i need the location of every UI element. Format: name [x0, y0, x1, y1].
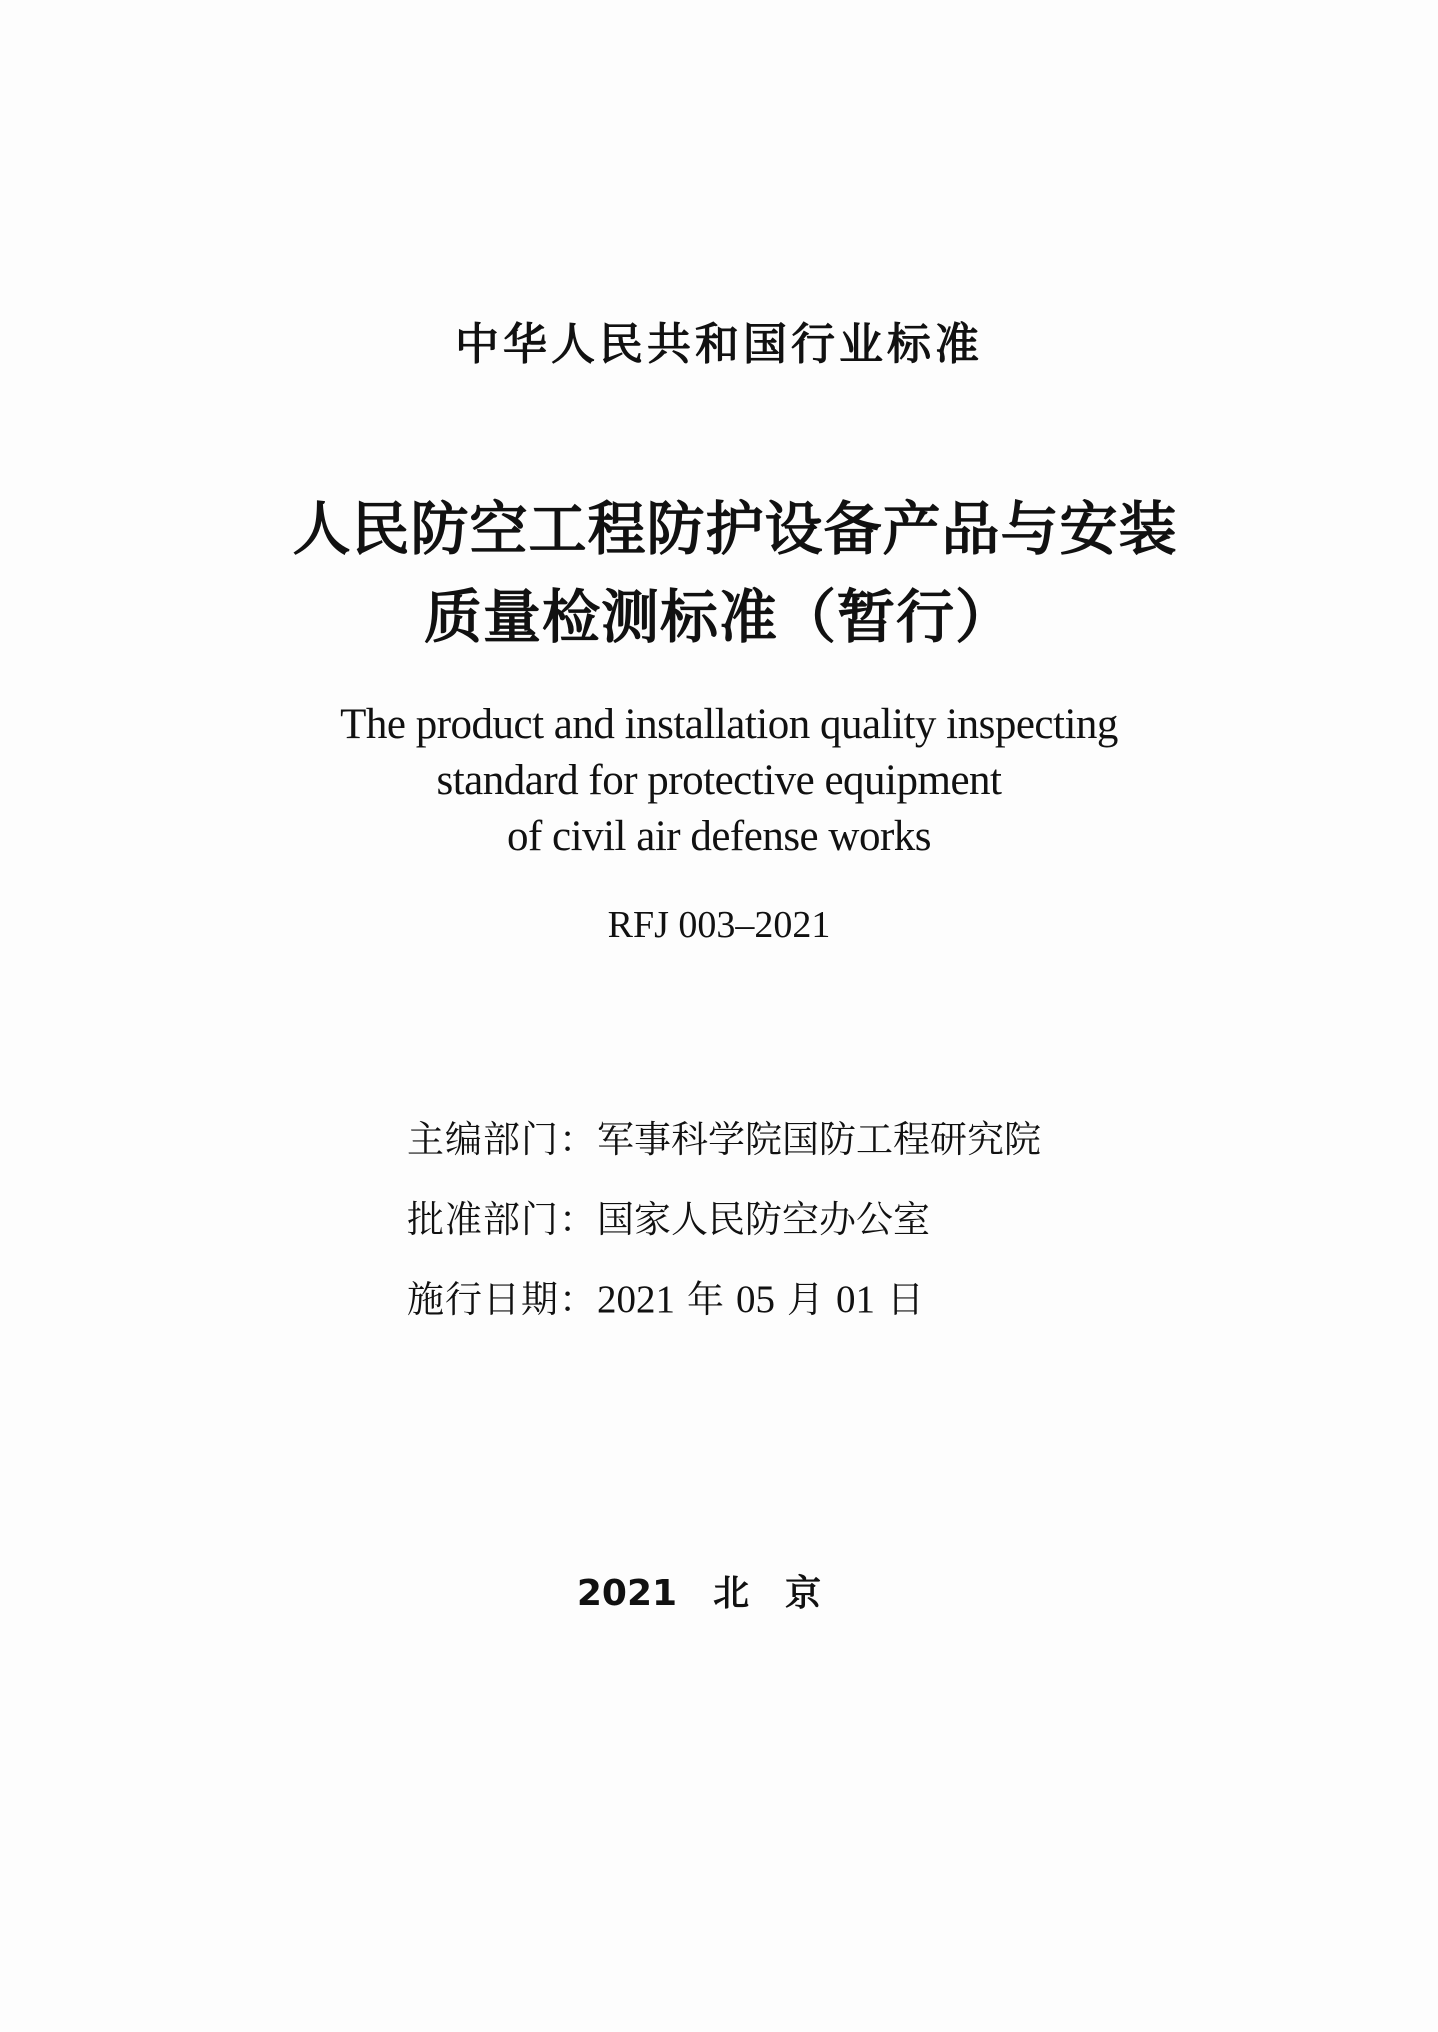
effective-month-unit: 月	[787, 1278, 824, 1321]
title-cn-line-1: 人民防空工程防护设备产品与安装	[292, 495, 1178, 563]
title-en-line-1: The product and installation quality inspecting	[340, 701, 1118, 748]
meta-approver-row	[407, 1195, 1041, 1275]
meta-editor-value: 军事科学院国防工程研究院	[597, 1118, 1041, 1161]
effective-day-unit: 日	[887, 1278, 924, 1321]
publish-year: 2021	[576, 1573, 678, 1614]
meta-effective-label: 施行日期：	[407, 1278, 597, 1321]
meta-approver-label: 批准部门：	[407, 1198, 597, 1241]
publish-line	[0, 1565, 1418, 1616]
meta-editor-row	[407, 1115, 1041, 1195]
effective-year: 2021	[597, 1278, 675, 1321]
title-cn-line-2: 质量检测标准（暂行）	[423, 583, 1014, 651]
effective-day: 01	[836, 1278, 875, 1321]
meta-block	[407, 1115, 1041, 1355]
meta-approver-value: 国家人民防空办公室	[597, 1198, 930, 1241]
meta-effective-row	[407, 1275, 1041, 1355]
standard-category: 中华人民共和国行业标准	[455, 319, 983, 370]
publish-city-1: 北	[713, 1573, 750, 1614]
meta-editor-label: 主编部门：	[407, 1118, 597, 1161]
title-en-line-3: of civil air defense works	[506, 813, 931, 860]
publish-city-2: 京	[785, 1573, 822, 1614]
title-en-line-2: standard for protective equipment	[436, 757, 1002, 804]
standard-code: RFJ 003–2021	[607, 904, 831, 946]
effective-month: 05	[736, 1278, 775, 1321]
effective-year-unit: 年	[687, 1278, 724, 1321]
